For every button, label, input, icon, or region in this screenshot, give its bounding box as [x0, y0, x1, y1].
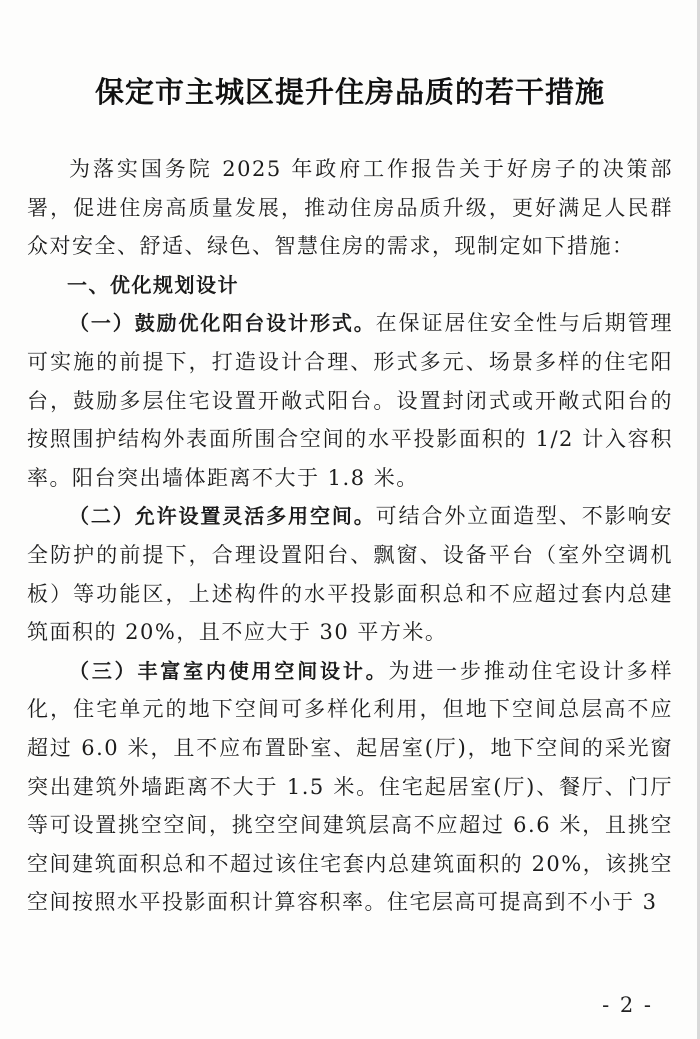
section-heading: 一、优化规划设计 — [67, 272, 239, 297]
document-body — [27, 150, 673, 922]
item-lead-1: （一）鼓励优化阳台设计形式。 — [69, 311, 376, 336]
item-paragraph-3 — [27, 652, 673, 922]
page-number: - 2 - — [602, 993, 653, 1017]
item-lead-2: （二）允许设置灵活多用空间。 — [69, 504, 376, 529]
document-title: 保定市主城区提升住房品质的若干措施 — [94, 75, 605, 109]
item-text-1: 在保证居住安全性与后期管理可实施的前提下，打造设计合理、形式多元、场景多样的住宅阳台，鼓励多层住宅设置开敞式阳台。设置封闭式或开敞式阳台的按照围护结构外表面所围合空间的水平投影面积的 1/2 计入容积率。阳台突出墙体距离不大于 1.8 米。 — [27, 311, 674, 490]
item-paragraph-1 — [27, 304, 673, 497]
item-text-2: 可结合外立面造型、不影响安全防护的前提下，合理设置阳台、飘窗、设备平台（室外空调机板）等功能区，上述构件的水平投影面积总和不应超过套内总建筑面积的 20%，且不应大于 30 平方米。 — [27, 504, 674, 645]
intro-paragraph: 为落实国务院 2025 年政府工作报告关于好房子的决策部署，促进住房高质量发展，推动住房品质升级，更好满足人民群众对安全、舒适、绿色、智慧住房的需求，现制定如下措施： — [27, 157, 673, 259]
item-paragraph-2 — [27, 497, 673, 651]
item-lead-3: （三）丰富室内使用空间设计。 — [69, 658, 389, 683]
item-text-3: 为进一步推动住宅设计多样化，住宅单元的地下空间可多样化利用，但地下空间总层高不应超过 6.0 米，且不应布置卧室、起居室(厅)，地下空间的采光窗突出建筑外墙距离不大于 1.5 米。住宅起居室(厅)、餐厅、门厅等可设置挑空空间，挑空空间建筑层高不应超过 6.6 米，且挑空空间建筑面积总和不超过该住宅套内总建筑面积的 20%，该挑空空间按照水平投影面积计算容积率。住宅层高可提高到不小于 3 — [27, 658, 674, 915]
